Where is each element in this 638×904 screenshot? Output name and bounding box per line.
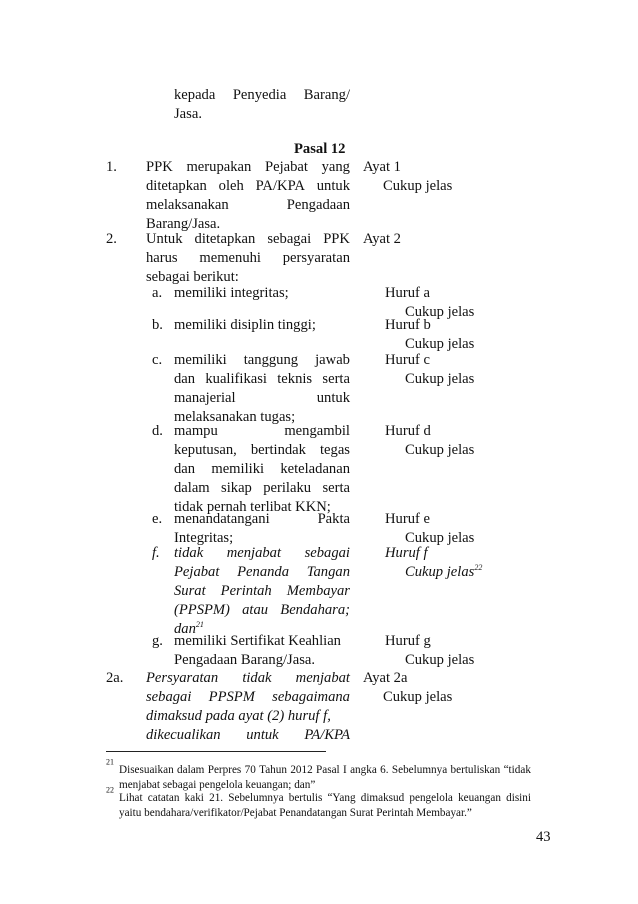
word: sebagai [304, 545, 350, 561]
sub-e-line-2: Integritas; [174, 530, 234, 546]
word: “Yang [327, 792, 356, 804]
huruf-g-label: Huruf g [385, 633, 431, 649]
huruf-b-label: Huruf b [385, 317, 431, 333]
word: bertindak [250, 442, 306, 458]
word: manajerial [174, 390, 236, 406]
footnote-ref-21: 21 [195, 620, 204, 630]
word: sebagaimana [272, 689, 350, 705]
word: sikap [221, 480, 252, 496]
item-1-line-2 [146, 177, 350, 196]
word: serta [322, 480, 350, 496]
word: perilaku [263, 480, 312, 496]
word: keuangan [458, 792, 501, 804]
huruf-f-label: Huruf f [385, 545, 428, 561]
word: PPSPM [208, 689, 255, 705]
ayat-1-label: Ayat 1 [363, 159, 401, 175]
word: tanggung [243, 352, 299, 368]
word: “tidak [503, 764, 531, 776]
item-1-number: 1. [106, 159, 117, 175]
sub-d-line-5: tidak pernah terlibat KKN; [174, 499, 331, 515]
page-number: 43 [536, 829, 551, 845]
word: kepada [174, 87, 216, 103]
word: Pejabat [264, 159, 308, 175]
sub-d-line-4 [174, 479, 350, 498]
word: tidak [242, 670, 272, 686]
sub-f-line-1 [174, 544, 350, 563]
word: atau [242, 602, 269, 618]
top-line-1 [174, 86, 350, 105]
word: catatan [147, 792, 180, 804]
word: disini [506, 792, 531, 804]
word: oleh [218, 178, 244, 194]
word: Pengadaan [286, 197, 350, 213]
word: ditetapkan [194, 231, 256, 247]
item-2a-line-2 [146, 688, 350, 707]
word: melaksanakan [146, 197, 229, 213]
item-2a-line-1 [146, 669, 350, 688]
word: memiliki [174, 352, 227, 368]
word: yang [321, 159, 350, 175]
word: ditetapkan [146, 178, 207, 194]
sub-f-line-5: dan$^{21}$ [174, 620, 204, 637]
word: memenuhi [199, 250, 261, 266]
footnote-ref-22: 22 [474, 563, 483, 573]
huruf-b-note: Cukup jelas [405, 336, 475, 352]
word: Perintah [220, 583, 272, 599]
sub-g-line-1: memiliki Sertifikat Keahlian [174, 633, 341, 649]
huruf-f-note: Cukup jelas$^{22}$ [405, 563, 483, 580]
word: dalam [177, 764, 205, 776]
item-2-line-3: sebagai berikut: [146, 269, 239, 285]
word: menjabat [295, 670, 350, 686]
word: dan [174, 371, 196, 387]
huruf-c-label: Huruf c [385, 352, 430, 368]
word: PA/KPA [304, 727, 350, 743]
sub-c-line-4: melaksanakan tugas; [174, 409, 296, 425]
word: merupakan [186, 159, 252, 175]
word: bertulis [288, 792, 323, 804]
huruf-e-note: Cukup jelas [405, 530, 475, 546]
word: Membayar [286, 583, 350, 599]
sub-c-line-2 [174, 370, 350, 389]
sub-a-label: a. [152, 285, 163, 301]
sub-d-line-3 [174, 460, 350, 479]
word: I [343, 764, 347, 776]
word: dimaksud [360, 792, 405, 804]
sub-f-line-4 [174, 601, 350, 620]
sub-c-line-3 [174, 389, 350, 408]
word: sebagai [267, 231, 312, 247]
word: Penyedia [232, 87, 287, 103]
word: menjabat [226, 545, 282, 561]
word: untuk [316, 390, 350, 406]
huruf-c-note: Cukup jelas [405, 371, 475, 387]
word: mengambil [284, 423, 350, 439]
word: PPK [146, 159, 173, 175]
word: kualifikasi [205, 371, 267, 387]
word: PA/KPA [255, 178, 305, 194]
item-1-line-3 [146, 196, 350, 215]
sub-e-line-1 [174, 510, 350, 529]
sub-f-label: f. [152, 545, 160, 561]
sub-b-text: memiliki disiplin tinggi; [174, 317, 316, 333]
word: dan [174, 461, 196, 477]
sub-d-line-1 [174, 422, 350, 441]
huruf-e-label: Huruf e [385, 511, 430, 527]
word: dikecualikan [146, 727, 221, 743]
word: Tahun [259, 764, 287, 776]
ayat-2a-label: Ayat 2a [363, 670, 408, 686]
footnote-22-line-1 [119, 791, 531, 806]
word: dalam [174, 480, 210, 496]
word: Bendahara; [280, 602, 350, 618]
word: Penanda [237, 564, 290, 580]
word: Pakta [317, 511, 350, 527]
sub-c-label: c. [152, 352, 163, 368]
word: Tangan [306, 564, 350, 580]
word: teknis [277, 371, 313, 387]
huruf-g-note: Cukup jelas [405, 652, 475, 668]
word: tegas [319, 442, 350, 458]
huruf-a-note: Cukup jelas [405, 304, 475, 320]
word: 21. [209, 792, 224, 804]
word: kaki [184, 792, 204, 804]
sub-f-line-3 [174, 582, 350, 601]
word: Sebelumnya [391, 764, 448, 776]
sub-g-line-2: Pengadaan Barang/Jasa. [174, 652, 316, 668]
word: angka [350, 764, 377, 776]
footnote-22-mark: 22 [106, 785, 114, 795]
huruf-a-label: Huruf a [385, 285, 430, 301]
word: memiliki [211, 461, 265, 477]
word: keteladanan [280, 461, 350, 477]
item-2-line-1 [146, 230, 350, 249]
item-2a-line-4 [146, 726, 350, 745]
word: Persyaratan [146, 670, 219, 686]
word: keputusan, [174, 442, 237, 458]
sub-c-line-1 [174, 351, 350, 370]
huruf-d-label: Huruf d [385, 423, 431, 439]
word: bertuliskan [450, 764, 501, 776]
word: Pejabat [174, 564, 220, 580]
footnote-21-line-1 [119, 763, 531, 778]
footnote-22-line-2: yaitu bendahara/verifikator/Pejabat Penandatangan Surat Perintah Membayar.” [119, 807, 472, 819]
word: sebagai [146, 689, 192, 705]
word: tidak [174, 545, 204, 561]
word: menandatangani [174, 511, 270, 527]
footnote-separator [106, 751, 326, 752]
word: 6. [380, 764, 389, 776]
word: Untuk [146, 231, 183, 247]
ayat-2-label: Ayat 2 [363, 231, 401, 247]
sub-d-label: d. [152, 423, 163, 439]
item-1-line-1 [146, 158, 350, 177]
word: mampu [174, 423, 218, 439]
footnote-21-mark: 21 [106, 757, 114, 767]
word: 70 [244, 764, 256, 776]
sub-f-line-2 [174, 563, 350, 582]
word: jawab [315, 352, 350, 368]
word: pengelola [409, 792, 453, 804]
word: Sebelumnya [228, 792, 284, 804]
sub-b-label: b. [152, 317, 163, 333]
huruf-d-note: Cukup jelas [405, 442, 475, 458]
word: untuk [316, 178, 350, 194]
pasal-heading: Pasal 12 [294, 141, 346, 157]
word: Barang/ [303, 87, 350, 103]
word: Disesuaikan [119, 764, 174, 776]
word: Perpres [207, 764, 242, 776]
word: Surat [174, 583, 206, 599]
sub-e-label: e. [152, 511, 163, 527]
word: harus [146, 250, 178, 266]
word: Lihat [119, 792, 143, 804]
sub-d-line-2 [174, 441, 350, 460]
sub-a-text: memiliki integritas; [174, 285, 289, 301]
item-2a-line-3: dimaksud pada ayat (2) huruf f, [146, 708, 331, 724]
word: 2012 [290, 764, 313, 776]
footnote-21-line-2: menjabat sebagai pengelola keuangan; dan” [119, 779, 316, 791]
word: untuk [246, 727, 279, 743]
word: Pasal [316, 764, 340, 776]
item-2-line-2 [146, 249, 350, 268]
word: (PPSPM) [174, 602, 230, 618]
word: serta [322, 371, 350, 387]
word: PPK [323, 231, 350, 247]
item-1-line-4: Barang/Jasa. [146, 216, 221, 232]
item-2-number: 2. [106, 231, 117, 247]
sub-g-label: g. [152, 633, 163, 649]
ayat-2a-note: Cukup jelas [383, 689, 453, 705]
item-2a-number: 2a. [106, 670, 124, 686]
ayat-1-note: Cukup jelas [383, 178, 453, 194]
top-line-2: Jasa. [174, 106, 202, 122]
word: persyaratan [282, 250, 350, 266]
